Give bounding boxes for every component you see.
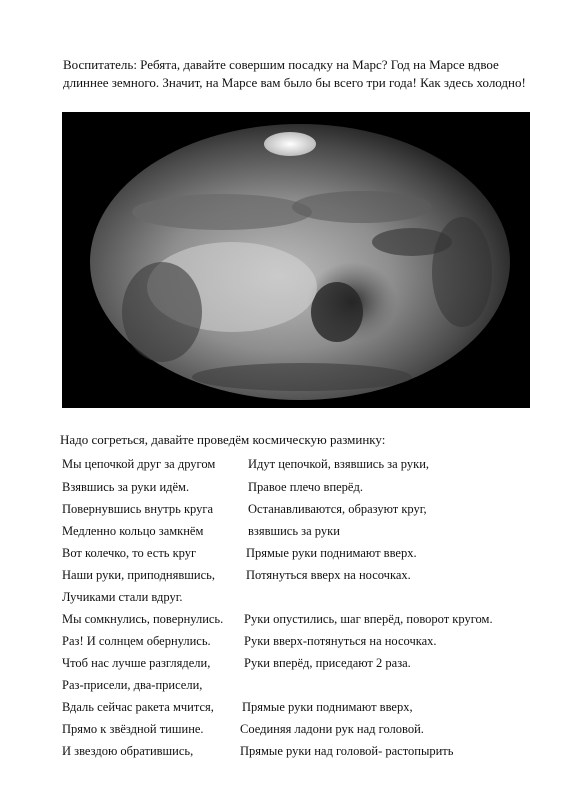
action-line: Правое плечо вперёд. bbox=[248, 480, 363, 494]
action-line: Руки вверх-потянуться на носочках. bbox=[244, 634, 437, 648]
poem-line: Медленно кольцо замкнём bbox=[62, 524, 204, 538]
poem-line: Мы цепочкой друг за другом bbox=[62, 457, 216, 471]
poem-line: Раз-присели, два-присели, bbox=[62, 678, 203, 692]
intro-paragraph: Воспитатель: Ребята, давайте совершим посадку на Марс? Год на Марсе вдвое длиннее земного. Значит, на Марсе вам было бы всего три года! Как здесь холодно! bbox=[63, 57, 526, 90]
action-line: Соединяя ладони рук над головой. bbox=[240, 722, 424, 736]
warmup-intro-line: Надо согреться, давайте проведём космическую разминку: bbox=[60, 432, 386, 447]
action-line: Прямые руки над головой- растопырить bbox=[240, 744, 454, 758]
poem-line: Взявшись за руки идём. bbox=[62, 480, 190, 494]
poem-line: Прямо к звёздной тишине. bbox=[62, 722, 204, 736]
action-line: Руки опустились, шаг вперёд, поворот кругом. bbox=[244, 612, 493, 626]
action-line: Руки вперёд, приседают 2 раза. bbox=[244, 656, 411, 670]
poem-line: И звездою обратившись, bbox=[62, 744, 194, 758]
poem-line: Наши руки, приподнявшись, bbox=[62, 568, 215, 582]
action-line: Идут цепочкой, взявшись за руки, bbox=[248, 457, 430, 471]
action-line: Потянуться вверх на носочках. bbox=[246, 568, 411, 582]
poem-line: Лучиками стали вдруг. bbox=[62, 590, 183, 604]
mars-planet-image bbox=[62, 112, 530, 408]
action-line: Прямые руки поднимают вверх. bbox=[246, 546, 417, 560]
poem-line: Повернувшись внутрь круга bbox=[62, 502, 214, 516]
poem-line: Вот колечко, то есть круг bbox=[62, 546, 197, 560]
poem-line: Чтоб нас лучше разглядели, bbox=[62, 656, 211, 670]
mars-photo bbox=[62, 112, 530, 408]
action-line: взявшись за руки bbox=[248, 524, 340, 538]
action-line: Останавливаются, образуют круг, bbox=[248, 502, 427, 516]
poem-line: Раз! И солнцем обернулись. bbox=[62, 634, 211, 648]
poem-line: Мы сомкнулись, повернулись. bbox=[62, 612, 224, 626]
poem-line: Вдаль сейчас ракета мчится, bbox=[62, 700, 214, 714]
action-line: Прямые руки поднимают вверх, bbox=[242, 700, 413, 714]
